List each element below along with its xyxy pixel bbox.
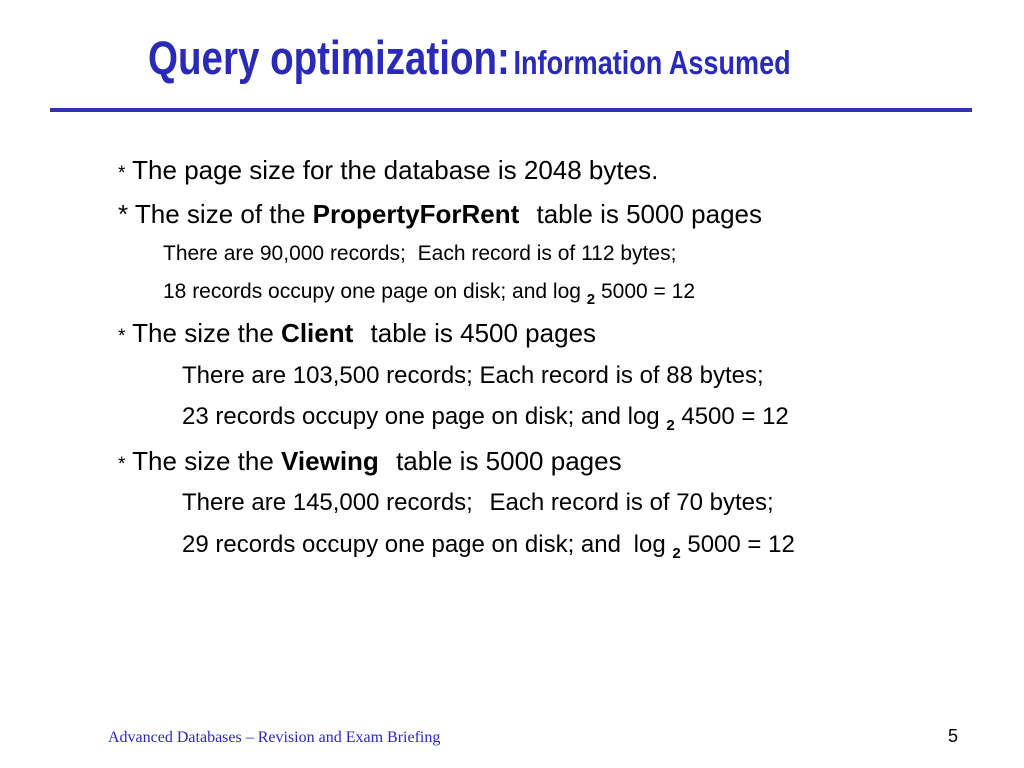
records-per-page: 29 records occupy one page on disk; and — [182, 531, 621, 558]
log-result: 4500 = 12 — [681, 403, 789, 430]
detail-line-client-pages — [182, 403, 789, 434]
page-number: 5 — [948, 726, 959, 746]
record-size: Each record is of 70 bytes; — [489, 489, 774, 516]
bullet-line-client — [118, 318, 596, 349]
bullet-line-page-size — [118, 155, 658, 186]
slide-title — [148, 30, 853, 85]
log-label: log — [633, 531, 666, 558]
detail-line-viewing-records — [182, 489, 774, 517]
log-result: 5000 = 12 — [600, 280, 695, 303]
line-suffix: table is 5000 pages — [396, 446, 622, 476]
detail-line-viewing-pages — [182, 531, 795, 562]
title-sub: Information Assumed — [513, 44, 791, 81]
record-size: Each record is of 112 bytes; — [417, 242, 677, 265]
bullet-line-propertyforrent — [118, 199, 762, 230]
bullet-marker: * — [118, 199, 129, 229]
table-name-viewing: Viewing — [281, 446, 379, 476]
footer-course-title: Advanced Databases – Revision and Exam Briefing — [108, 729, 441, 746]
detail-line-client-records — [182, 362, 764, 390]
line-prefix: The size the — [132, 446, 274, 476]
line-suffix: table is 4500 pages — [370, 318, 597, 348]
bullet-marker: * — [118, 454, 126, 475]
records-count: There are 90,000 records; — [163, 242, 406, 265]
records-per-page: 23 records occupy one page on disk; and log — [182, 403, 660, 430]
title-divider — [50, 108, 972, 112]
log-base-subscript: 2 — [586, 291, 596, 308]
title-main: Query optimization: — [148, 31, 510, 84]
bullet-line-viewing — [118, 446, 622, 477]
line-text: The page size for the database is 2048 bytes. — [132, 155, 659, 185]
line-prefix: The size the — [132, 318, 274, 348]
detail-line-propertyforrent-records — [163, 242, 676, 266]
log-result: 5000 = 12 — [687, 531, 795, 558]
log-base-subscript: 2 — [672, 545, 681, 562]
records-count: There are 103,500 records; Each record is of 88 bytes; — [182, 362, 764, 389]
line-prefix: The size of the — [134, 199, 306, 229]
records-count: There are 145,000 records; — [182, 489, 473, 516]
bullet-marker: * — [118, 326, 126, 347]
table-name-client: Client — [281, 318, 354, 348]
detail-line-propertyforrent-pages — [163, 280, 695, 308]
log-base-subscript: 2 — [666, 417, 675, 434]
line-suffix: table is 5000 pages — [536, 199, 762, 229]
bullet-marker: * — [118, 163, 126, 184]
records-per-page: 18 records occupy one page on disk; and log — [163, 280, 581, 303]
table-name-propertyforrent: PropertyForRent — [312, 199, 520, 229]
